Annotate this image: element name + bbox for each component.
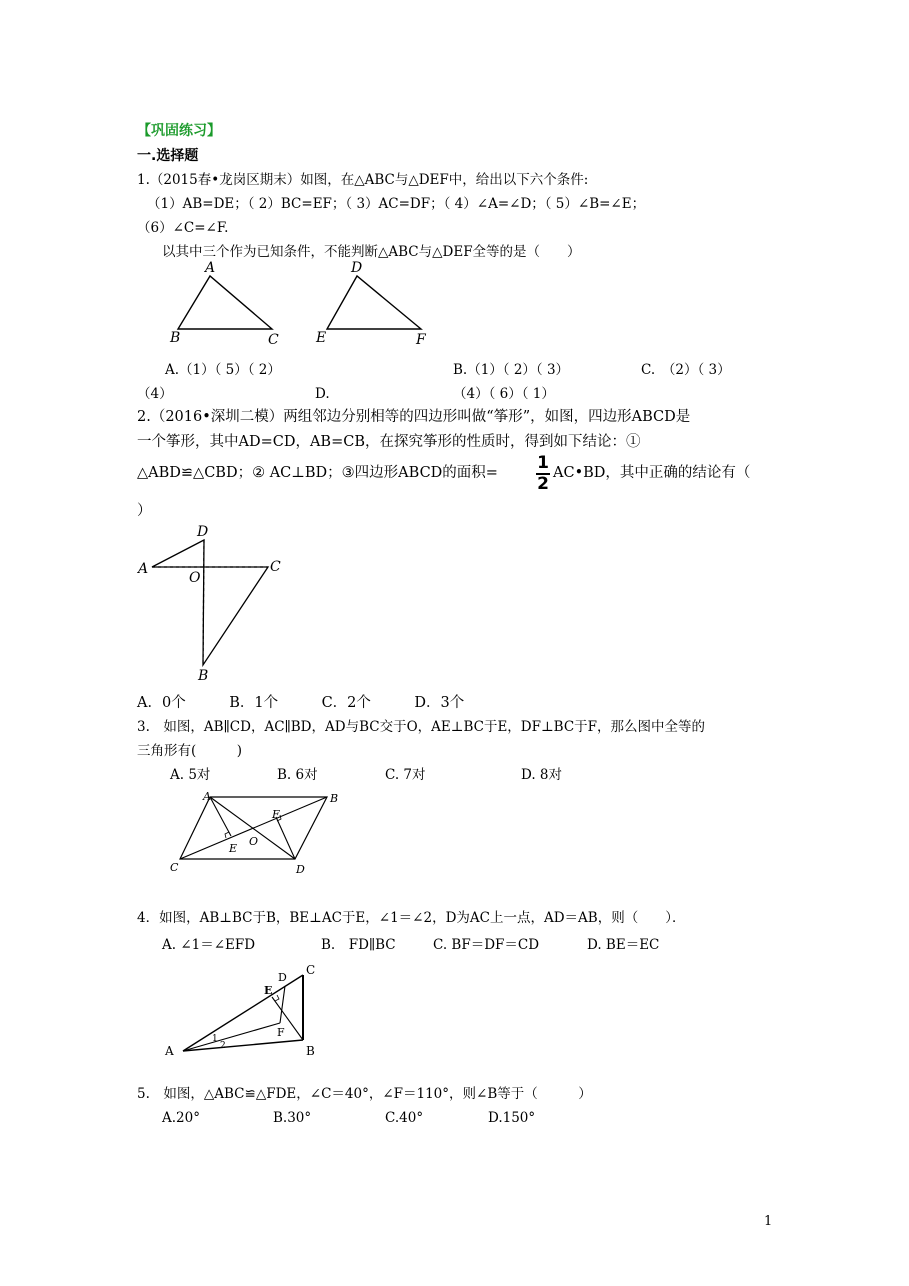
triangle-abc	[178, 276, 272, 329]
q4-option-d: D. BE＝EC	[587, 937, 660, 953]
q2-options: A．0个 B．1个 C．2个 D．3个	[137, 695, 465, 711]
label-a: A	[205, 260, 216, 276]
q1-question: 以其中三个作为已知条件，不能判断△ABC与△DEF全等的是（ ）	[162, 244, 581, 260]
segment-ae	[210, 797, 231, 836]
q2-line3-b: AC•BD，其中正确的结论有（	[553, 465, 751, 481]
label-d: D	[296, 863, 305, 876]
q5-option-c: C.40°	[385, 1110, 424, 1126]
q4-option-b: B. FD∥BC	[321, 937, 396, 953]
q3-line2: 三角形有( )	[137, 743, 243, 759]
q4-triangle-figure	[160, 960, 330, 1060]
q1-option-d-cont: （4）（ 6）（ 1）	[453, 386, 555, 402]
q4-option-a: A. ∠1＝∠EFD	[162, 937, 256, 953]
q1-option-b: B.（1）（ 2）（ 3）	[453, 362, 570, 378]
q2-line1: 2.（2016•深圳二模）两组邻边分别相等的四边形叫做“筝形”，如图，四边形ABCD是	[137, 409, 691, 425]
segment-bc	[180, 797, 327, 859]
q1-option-c-cont: （4）	[137, 386, 173, 402]
q2-kite-figure	[138, 520, 298, 685]
label-d: D	[278, 971, 287, 984]
label-b: B	[330, 792, 339, 805]
label-e: E	[264, 984, 273, 997]
q2-line3-a: △ABD≌△CBD；② AC⊥BD；③四边形ABCD的面积=	[137, 465, 498, 481]
q1-stem: 1.（2015春•龙岗区期末）如图，在△ABC与△DEF中，给出以下六个条件:	[137, 172, 589, 188]
label-o: O	[189, 570, 201, 586]
label-e: E	[316, 330, 327, 346]
q2-line2: 一个筝形，其中AD=CD，AB=CB，在探究筝形的性质时，得到如下结论：①	[137, 434, 641, 450]
label-a: A	[203, 790, 211, 803]
fraction-denominator: 2	[537, 474, 549, 494]
label-a: A	[165, 1044, 174, 1058]
label-b: B	[306, 1044, 315, 1058]
q5-option-a: A.20°	[162, 1110, 200, 1126]
label-f: F	[272, 808, 280, 821]
q1-option-c: C. （2）（ 3）	[641, 362, 731, 378]
right-angle-e	[275, 995, 279, 1001]
segment-df	[280, 986, 285, 1023]
label-b: B	[170, 330, 181, 346]
right-angle-e	[225, 832, 229, 838]
q1-option-a: A.（1）（ 5）（ 2）	[165, 362, 281, 378]
q3-parallelogram-figure	[165, 785, 355, 880]
angle-2-label: 2	[220, 1041, 226, 1051]
q5-line1: 5. 如图，△ABC≌△FDE，∠C＝40°，∠F＝110°，则∠B等于（ ）	[137, 1086, 592, 1102]
label-a: A	[138, 561, 149, 577]
q3-line1: 3. 如图，AB∥CD，AC∥BD，AD与BC交于O，AE⊥BC于E，DF⊥BC于F，那么图中全等的	[137, 719, 706, 735]
section-subtitle: 一.选择题	[137, 148, 199, 164]
section-title: 【巩固练习】	[137, 123, 221, 139]
q1-conditions-line2: （6）∠C=∠F.	[137, 220, 229, 236]
kite-abcd	[152, 540, 268, 665]
q1-figure	[160, 258, 440, 350]
q1-option-d: D.	[315, 386, 330, 402]
fraction-numerator: 1	[537, 453, 549, 473]
label-b: B	[198, 668, 209, 684]
q4-line1: 4．如图，AB⊥BC于B，BE⊥AC于E，∠1＝∠2，D为AC上一点，AD＝AB，则（ ）．	[137, 910, 686, 926]
label-f: F	[416, 332, 426, 348]
q3-option-b: B. 6对	[277, 767, 318, 783]
q3-option-c: C. 7对	[385, 767, 426, 783]
page-number: 1	[764, 1214, 773, 1229]
label-d: D	[197, 524, 209, 540]
q3-option-a: A. 5对	[170, 767, 211, 783]
label-f: F	[277, 1026, 285, 1039]
q5-option-d: D.150°	[488, 1110, 536, 1126]
triangle-def	[327, 276, 421, 329]
label-d: D	[351, 260, 363, 276]
q2-line4: ）	[137, 503, 152, 519]
label-o: O	[249, 835, 259, 848]
q1-conditions-line1: （1）AB=DE；（ 2）BC=EF；（ 3）AC=DF；（ 4）∠A=∠D；（ 5）∠B=∠E；	[147, 196, 646, 212]
label-e: E	[229, 842, 238, 855]
label-c: C	[306, 963, 316, 977]
label-c: C	[268, 332, 279, 348]
label-c: C	[170, 861, 179, 874]
angle-1-label: 1	[212, 1034, 218, 1044]
label-c: C	[270, 559, 281, 575]
q5-option-b: B.30°	[273, 1110, 312, 1126]
q3-option-d: D. 8对	[521, 767, 563, 783]
q4-option-c: C. BF＝DF＝CD	[433, 937, 540, 953]
